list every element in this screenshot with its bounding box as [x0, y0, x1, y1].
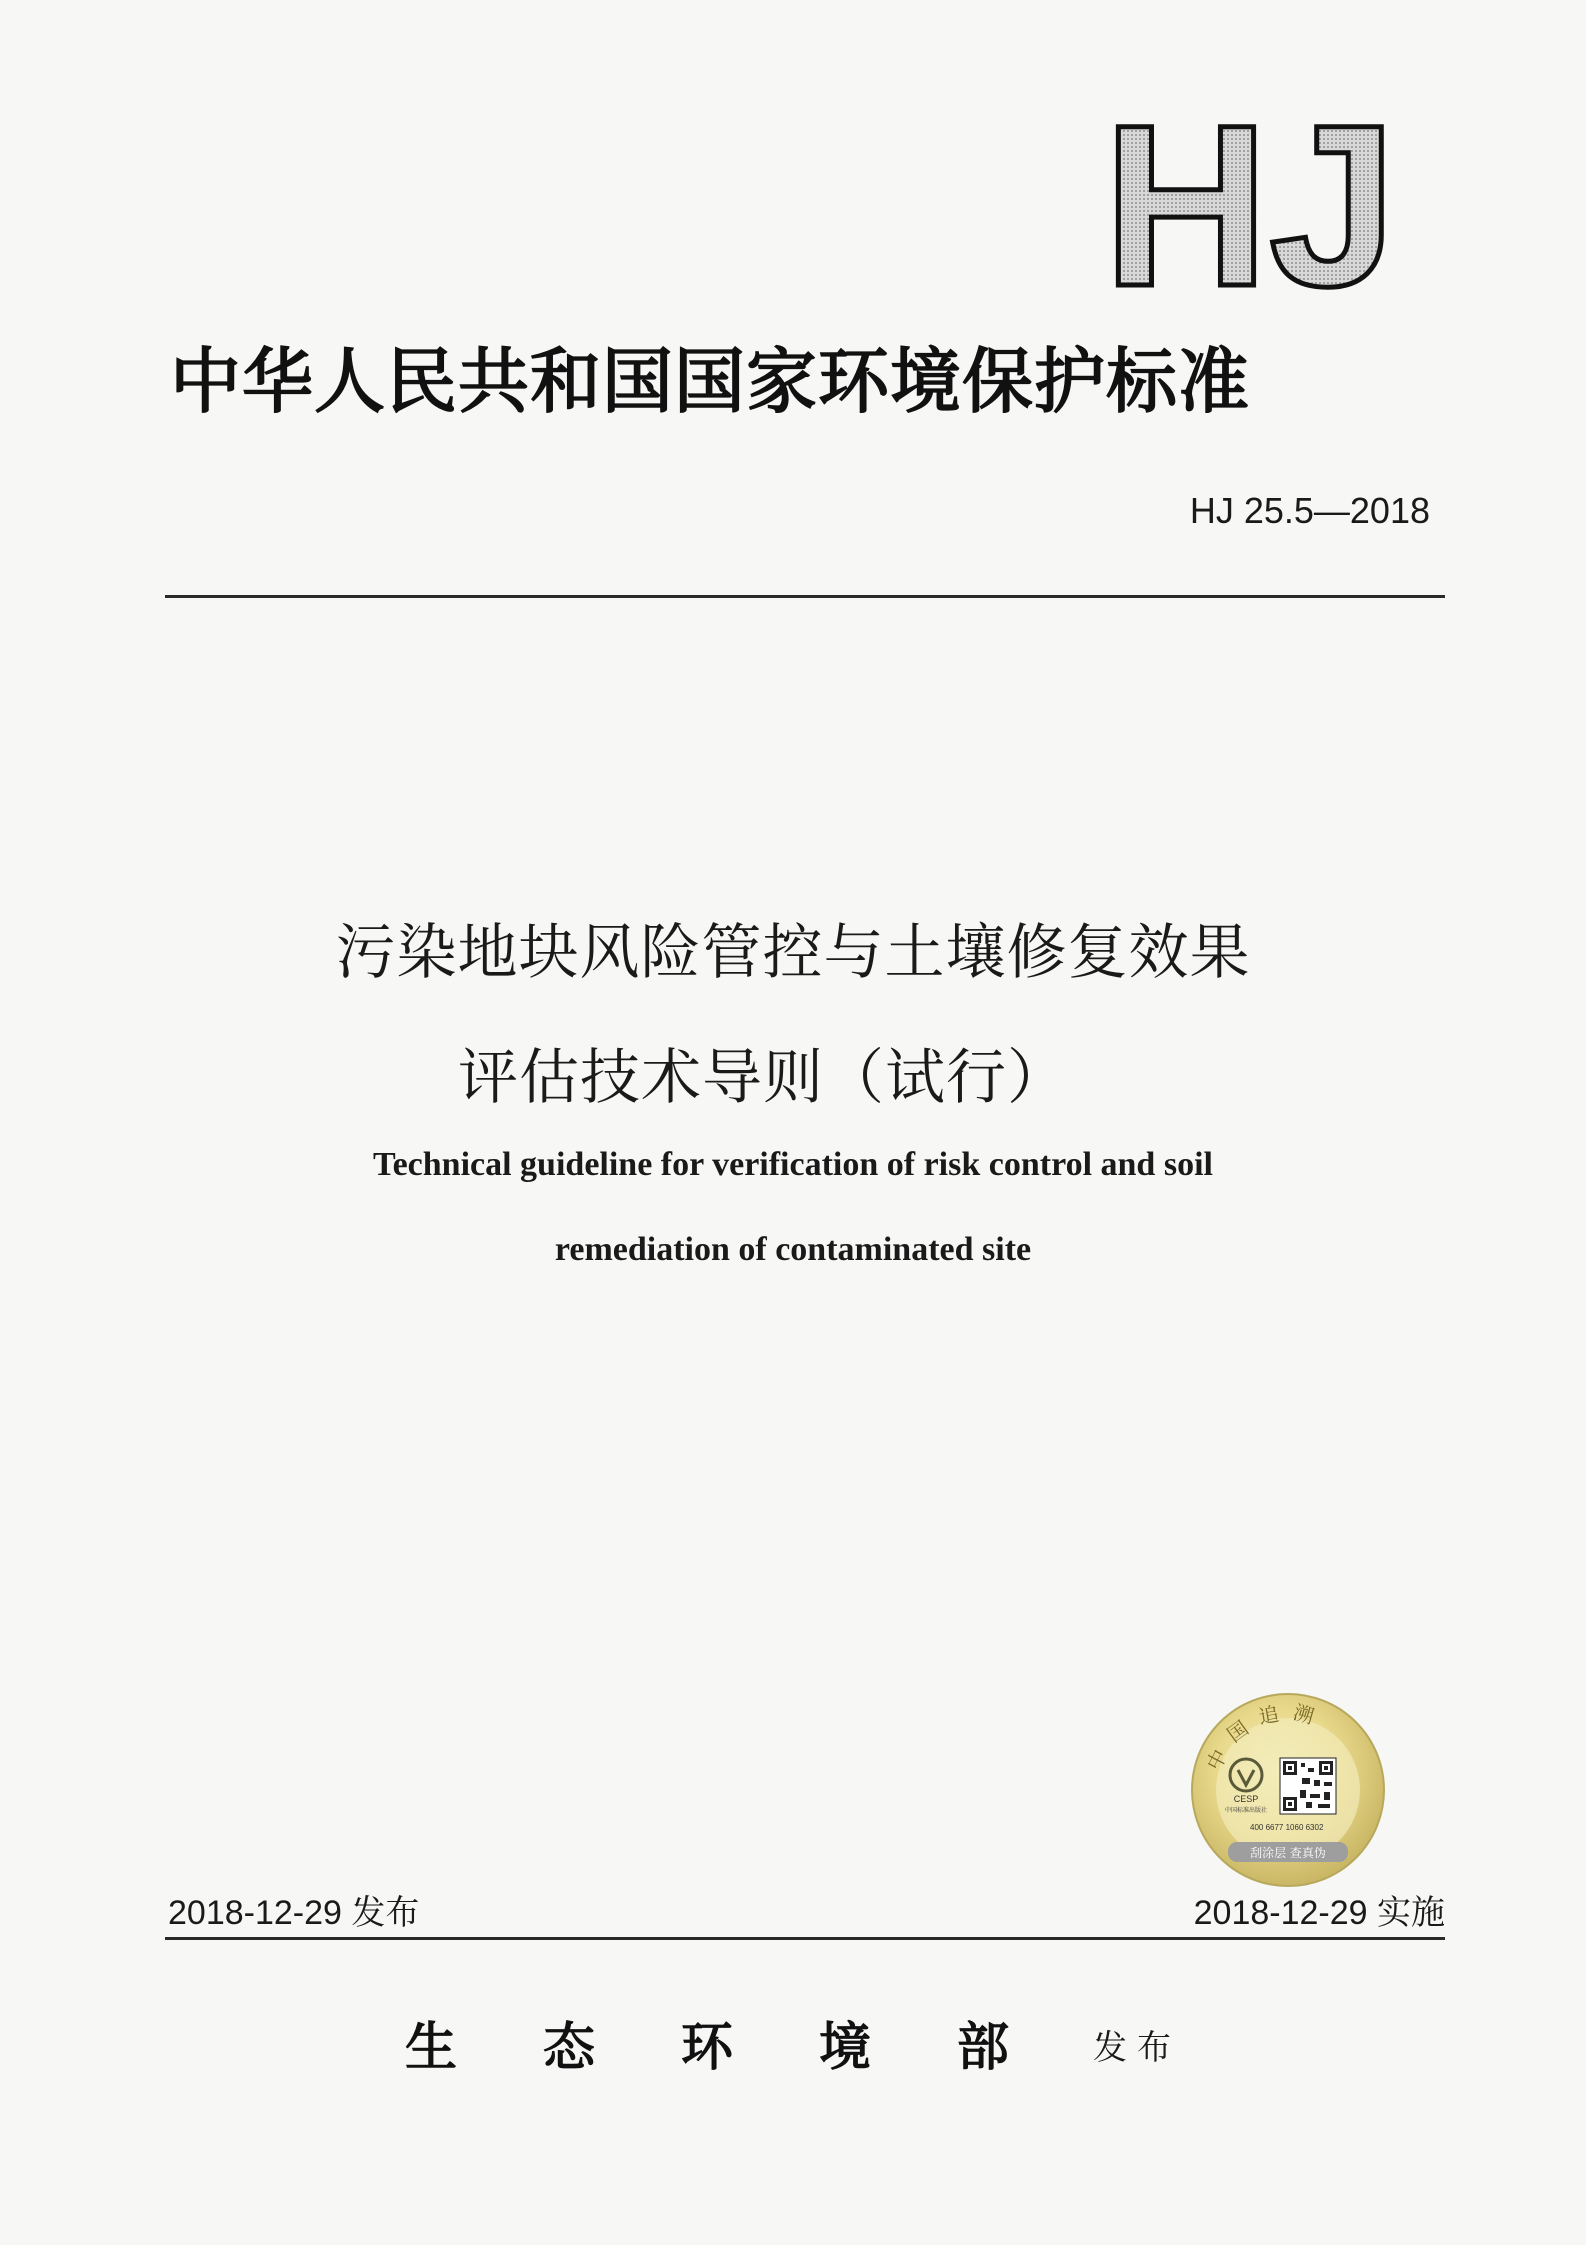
top-divider — [165, 595, 1445, 598]
hj-logo-text: HJ — [1102, 105, 1398, 305]
seal-ring-text: 中国追溯 — [1201, 1699, 1329, 1775]
en-title-line-2: remediation of contaminated site — [554, 1231, 1032, 1268]
issue-date: 2018-12-29 发布 — [168, 1894, 420, 1932]
publisher-suffix: 发布 — [1093, 2028, 1181, 2068]
standard-category: 中华人民共和国国家环境保护标准 — [170, 339, 1251, 423]
qr-code-icon — [1280, 1758, 1336, 1814]
svg-text:刮涂层 查真伪: 刮涂层 查真伪 — [1250, 1846, 1326, 1860]
implement-date: 2018-12-29 实施 — [1193, 1894, 1445, 1932]
hj-logo — [1070, 105, 1430, 305]
bottom-divider — [165, 1937, 1445, 1940]
svg-text:中国标准出版社: 中国标准出版社 — [1224, 1807, 1268, 1814]
anti-counterfeit-seal — [1188, 1690, 1388, 1890]
svg-text:CESP: CESP — [1233, 1794, 1259, 1804]
cn-title-line-2: 评估技术导则（试行） — [458, 1043, 1068, 1113]
cn-title-line-1: 污染地块风险管控与土壤修复效果 — [335, 918, 1251, 988]
en-title-line-1: Technical guideline for verification of risk control and soil — [373, 1146, 1213, 1183]
standard-number: HJ 25.5—2018 — [1189, 490, 1430, 531]
publisher-name: 生态环境部 — [405, 2017, 1096, 2078]
svg-text:400 6677 1060 6302: 400 6677 1060 6302 — [1250, 1823, 1324, 1832]
